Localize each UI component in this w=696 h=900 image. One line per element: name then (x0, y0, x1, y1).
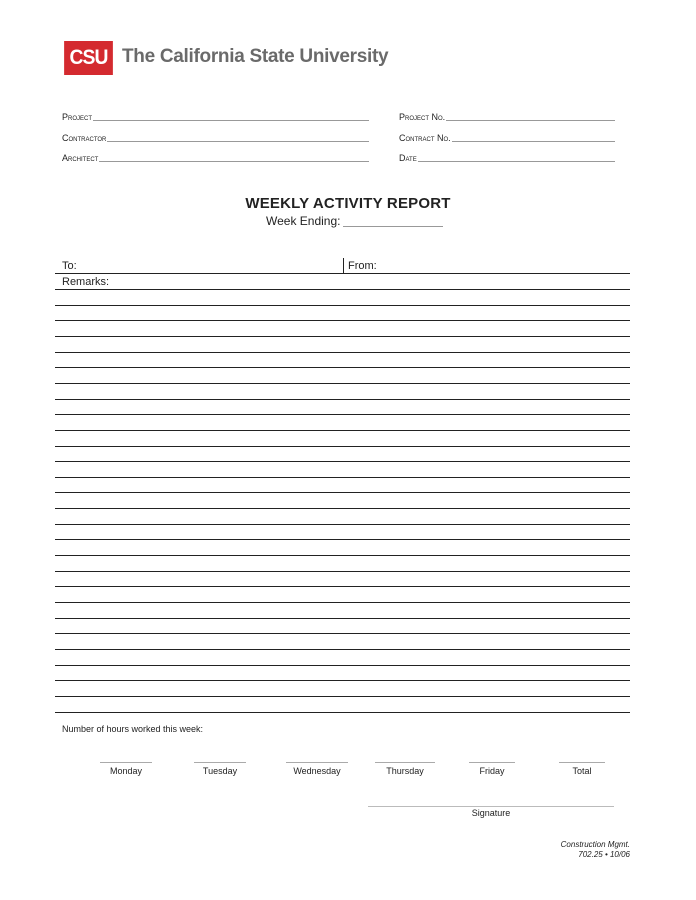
date-field[interactable] (399, 153, 615, 163)
day-label: Wednesday (293, 766, 341, 776)
remarks-label: Remarks: (62, 276, 110, 288)
day-label: Total (572, 766, 592, 776)
wednesday-hours[interactable] (282, 762, 352, 776)
remarks-line[interactable] (55, 649, 630, 650)
remarks-line[interactable] (55, 492, 630, 493)
friday-hours[interactable] (457, 762, 527, 776)
remarks-line[interactable] (55, 336, 630, 337)
remarks-line[interactable] (55, 430, 630, 431)
day-label: Monday (109, 766, 143, 776)
form-dept: Construction Mgmt. (560, 840, 630, 849)
remarks-line[interactable] (55, 477, 630, 478)
remarks-line[interactable] (55, 696, 630, 697)
remarks-line[interactable] (55, 665, 630, 666)
contractor-label: Contractor (62, 133, 107, 143)
remarks-line[interactable] (55, 571, 630, 572)
project-no-label: Project No. (399, 112, 446, 122)
day-label: Thursday (386, 766, 424, 776)
remarks-line[interactable] (55, 383, 630, 384)
contract-no-label: Contract No. (399, 133, 451, 143)
remarks-line[interactable] (55, 352, 630, 353)
remarks-line[interactable] (55, 712, 630, 713)
contractor-field[interactable] (62, 133, 369, 143)
week-ending-field[interactable] (266, 214, 443, 228)
remarks-line[interactable] (55, 586, 630, 587)
remarks-line[interactable] (55, 289, 630, 290)
remarks-line[interactable] (55, 618, 630, 619)
from-label: From: (348, 260, 377, 272)
contract-no-field[interactable] (399, 133, 615, 143)
signature-line[interactable] (368, 806, 614, 807)
hours-label: Number of hours worked this week: (62, 724, 204, 734)
remarks-line[interactable] (55, 461, 630, 462)
org-name: The California State University (122, 46, 389, 67)
form-code: 702.25 • 10/06 (578, 850, 630, 859)
day-label: Tuesday (202, 766, 238, 776)
total-hours[interactable] (547, 762, 617, 776)
architect-label: Architect (62, 153, 99, 163)
monday-hours[interactable] (91, 762, 161, 776)
to-from-line (55, 273, 630, 274)
remarks-line[interactable] (55, 539, 630, 540)
remarks-line[interactable] (55, 446, 630, 447)
remarks-line[interactable] (55, 367, 630, 368)
date-label: Date (399, 153, 417, 163)
project-label: Project (62, 112, 93, 122)
tuesday-hours[interactable] (185, 762, 255, 776)
form-id (561, 840, 630, 860)
csu-logo: CSU (64, 41, 113, 75)
project-field[interactable] (62, 112, 369, 122)
remarks-line[interactable] (55, 305, 630, 306)
remarks-line[interactable] (55, 508, 630, 509)
day-label: Friday (479, 766, 505, 776)
remarks-line[interactable] (55, 320, 630, 321)
project-no-field[interactable] (399, 112, 615, 122)
remarks-line[interactable] (55, 524, 630, 525)
to-from-divider (343, 258, 344, 273)
to-label: To: (62, 260, 77, 272)
architect-field[interactable] (62, 153, 369, 163)
report-title: WEEKLY ACTIVITY REPORT (245, 195, 451, 212)
remarks-line[interactable] (55, 602, 630, 603)
remarks-line[interactable] (55, 399, 630, 400)
remarks-line[interactable] (55, 414, 630, 415)
week-ending-label: Week Ending: (266, 214, 341, 228)
thursday-hours[interactable] (370, 762, 440, 776)
signature-label: Signature (471, 808, 511, 818)
remarks-line[interactable] (55, 680, 630, 681)
remarks-line[interactable] (55, 555, 630, 556)
remarks-line[interactable] (55, 633, 630, 634)
